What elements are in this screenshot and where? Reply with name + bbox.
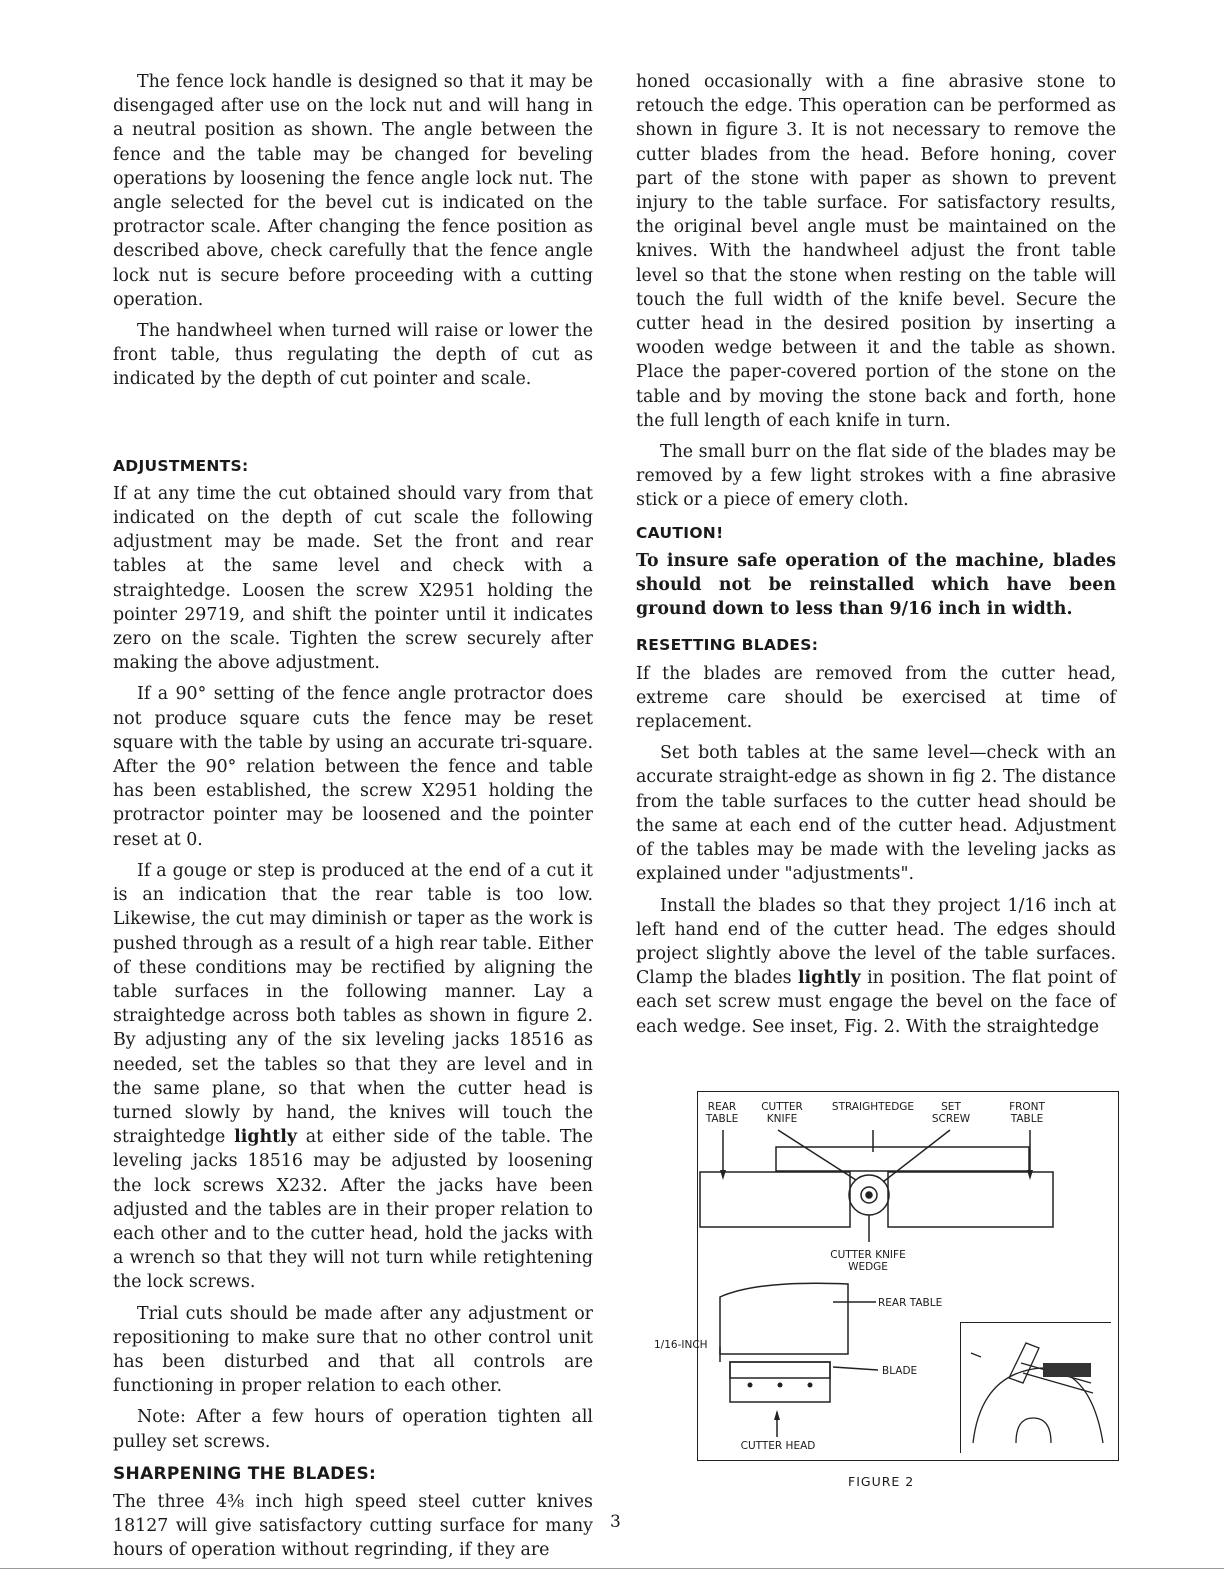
- front-table-shape: [888, 1172, 1053, 1227]
- text-run: in position. The flat point of each set screw must engage the bevel on the face of each wedge. See inset, Fig. 2. With the straightedge: [636, 968, 1117, 1037]
- section-heading-adjustments: ADJUSTMENTS:: [113, 456, 249, 475]
- scan-edge-line: [0, 1568, 1224, 1569]
- paragraph: honed occasionally with a fine abrasive stone to retouch the edge. This operation can be performed as shown in figure 3. It is not necessary to remove the cutter blades from the head. Before honing, cover part of the stone with paper as shown to prevent injury to the table surface. For satisfactory results, the original bevel angle must be maintained on the knives. With the handwheel adjust the front table level so that the stone when resting on the table will touch the full width of the knife bevel. Secure the cutter head in the desired position by inserting a wooden wedge between it and the table as shown. Place the paper-covered portion of the stone on the table and by moving the stone back and forth, hone the full length of each knife in turn.: [636, 72, 1116, 431]
- paragraph: If a 90° setting of the fence angle protractor does not produce square cuts the fence may be reset square with the table by using an accurate tri-square. After the 90° relation between the fence and table has been established, the screw X2951 holding the protractor pointer may be loosened and the pointer reset at 0.: [113, 684, 593, 850]
- right-column: [636, 70, 1116, 1046]
- section-heading-sharpening: SHARPENING THE BLADES:: [113, 1463, 377, 1484]
- cutter-head-box: [730, 1362, 830, 1402]
- page-number: 3: [610, 1512, 621, 1532]
- label-cutter-knife-wedge: CUTTER KNIFE WEDGE: [830, 1249, 906, 1273]
- paragraph: The three 4⅜ inch high speed steel cutter knives 18127 will give satisfactory cutting surface for many hours of operation without regrinding, if they are: [113, 1491, 593, 1561]
- rear-table-shape: [700, 1172, 850, 1227]
- paragraph: The small burr on the flat side of the blades may be removed by a few light strokes with a fine abrasive stick or a piece of emery cloth.: [636, 442, 1116, 511]
- left-column: [113, 70, 593, 1570]
- figure-2-diagram: [654, 1091, 1119, 1461]
- section-heading-resetting: RESETTING BLADES:: [636, 636, 819, 655]
- paragraph: Set both tables at the same level—check with an accurate straight-edge as shown in fig 2. The distance from the table surfaces to the cutter head should be the same at each end of the cutter head. Adjustment of the tables may be made with the leveling jacks as explained under "adjustments".: [636, 743, 1116, 885]
- paragraph: [113, 859, 593, 1295]
- paragraph: If the blades are removed from the cutter head, extreme care should be exercised at time of replacement.: [636, 663, 1116, 733]
- bold-text: lightly: [797, 968, 861, 989]
- paragraph: Note: After a few hours of operation tighten all pulley set screws.: [113, 1407, 593, 1452]
- paragraph: The handwheel when turned will raise or lower the front table, thus regulating the depth of cut as indicated by the depth of cut pointer and scale.: [113, 321, 593, 390]
- text-run: If a gouge or step is produced at the end of a cut it is an indication that the rear table is too low. Likewise, the cut may diminish or taper as the work is pushed through as a result of a high rear table. Either of these conditions may be rectified by aligning the table surfaces in the following manner. Lay a straightedge across both tables as shown in figure 2. By adjusting any of the six leveling jacks 18516 as needed, set the tables so that they are level and in the same plane, so that when the cutter head is turned slowly by hand, the knives will touch the straightedge: [113, 860, 593, 1148]
- paragraph: If at any time the cut obtained should vary from that indicated on the depth of cut scale the following adjustment may be made. Set the front and rear tables at the same level and check with a straightedge. Loosen the screw X2951 holding the pointer 29719, and shift the pointer until it indicates zero on the scale. Tighten the screw securely after making the above adjustment.: [113, 483, 593, 674]
- paragraph: The fence lock handle is designed so that it may be disengaged after use on the lock nut and will hang in a neutral position as shown. The angle between the fence and the table may be changed for beveling operations by loosening the fence angle lock nut. The angle selected for the bevel cut is indicated on the protractor scale. After changing the fence position as described above, check carefully that the fence angle lock nut is secure before proceeding with a cutting operation.: [113, 72, 593, 310]
- label-rear-table-detail: REAR TABLE: [878, 1297, 943, 1309]
- label-blade: BLADE: [882, 1365, 918, 1377]
- section-heading-caution: CAUTION!: [636, 523, 724, 542]
- bold-text: lightly: [234, 1127, 297, 1148]
- label-front-table: FRONT TABLE: [1009, 1101, 1045, 1125]
- text-run: Install the blades so that they project 1/16 inch at left hand end of the cutter head. The edges should project slightly above the level of the table surfaces. Clamp the blades: [636, 895, 1116, 989]
- label-cutter-head: CUTTER HEAD: [740, 1440, 816, 1452]
- paragraph: Trial cuts should be made after any adjustment or repositioning to make sure that no other control unit has been disturbed and that all controls are functioning in proper relation to each other.: [113, 1303, 593, 1397]
- label-straightedge: STRAIGHTEDGE: [831, 1101, 915, 1113]
- figure-caption: FIGURE 2: [848, 1474, 915, 1489]
- label-one-sixteenth-inch: 1/16-INCH: [654, 1339, 708, 1351]
- caution-text: To insure safe operation of the machine, blades should not be reinstalled which have been ground down to less than 9/16 inch in width.: [636, 550, 1116, 620]
- figure-inset: [960, 1322, 1111, 1453]
- label-set-screw: SET SCREW: [931, 1101, 971, 1125]
- label-cutter-knife: CUTTER KNIFE: [761, 1101, 803, 1125]
- text-run: at either side of the table. The leveling jacks 18516 may be adjusted by loosening the lock screws X232. After the jacks have been adjusted and the tables are in their proper relation to each other and to the cutter head, hold the jacks with a wrench so that they will not turn while retightening the lock screws.: [113, 1127, 594, 1293]
- paragraph: [636, 894, 1116, 1039]
- inset-drawing: [961, 1323, 1111, 1453]
- label-rear-table: REAR TABLE: [705, 1101, 739, 1125]
